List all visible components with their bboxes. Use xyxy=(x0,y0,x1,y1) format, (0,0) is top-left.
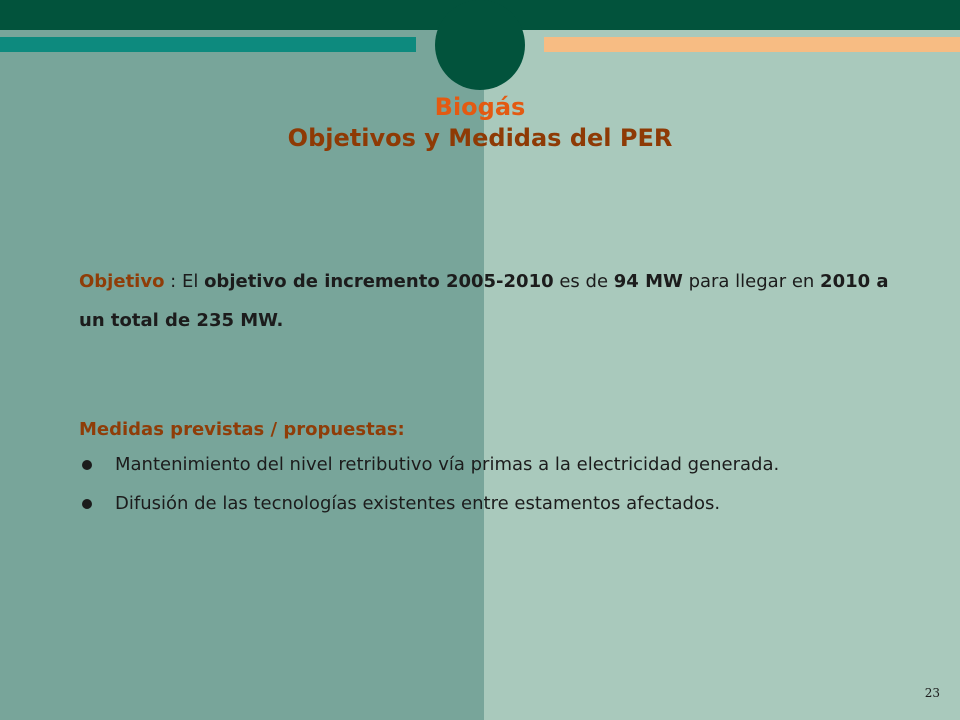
objective-paragraph xyxy=(79,262,909,340)
title-line-2: Objetivos y Medidas del PER xyxy=(287,124,673,152)
slide-content xyxy=(79,262,909,529)
slide-title xyxy=(0,92,960,154)
bullet-icon xyxy=(82,499,92,509)
list-item-text: Mantenimiento del nivel retributivo vía primas a la electricidad generada. xyxy=(115,454,780,475)
objective-highlight-2: 94 MW xyxy=(613,271,683,292)
measures-heading: Medidas previstas / propuestas: xyxy=(79,419,405,440)
objective-highlight-3: 2010 a un total de 235 MW. xyxy=(79,271,889,331)
objective-text-2: para llegar en xyxy=(682,271,821,292)
list-item xyxy=(79,490,909,517)
objective-text-1: es de xyxy=(553,271,614,292)
objective-highlight-1: objetivo de incremento 2005-2010 xyxy=(204,271,554,292)
list-item xyxy=(79,451,909,478)
list-item-text: Difusión de las tecnologías existentes entre estamentos afectados. xyxy=(115,493,721,514)
peach-stripe xyxy=(544,37,960,52)
page-number: 23 xyxy=(924,686,940,700)
objective-separator: : El xyxy=(164,271,205,292)
measures-list xyxy=(79,451,909,517)
objective-label: Objetivo xyxy=(79,271,165,292)
bullet-icon xyxy=(82,460,92,470)
decorative-circle xyxy=(435,0,525,90)
title-line-1: Biogás xyxy=(434,93,526,121)
teal-stripe xyxy=(0,37,416,52)
